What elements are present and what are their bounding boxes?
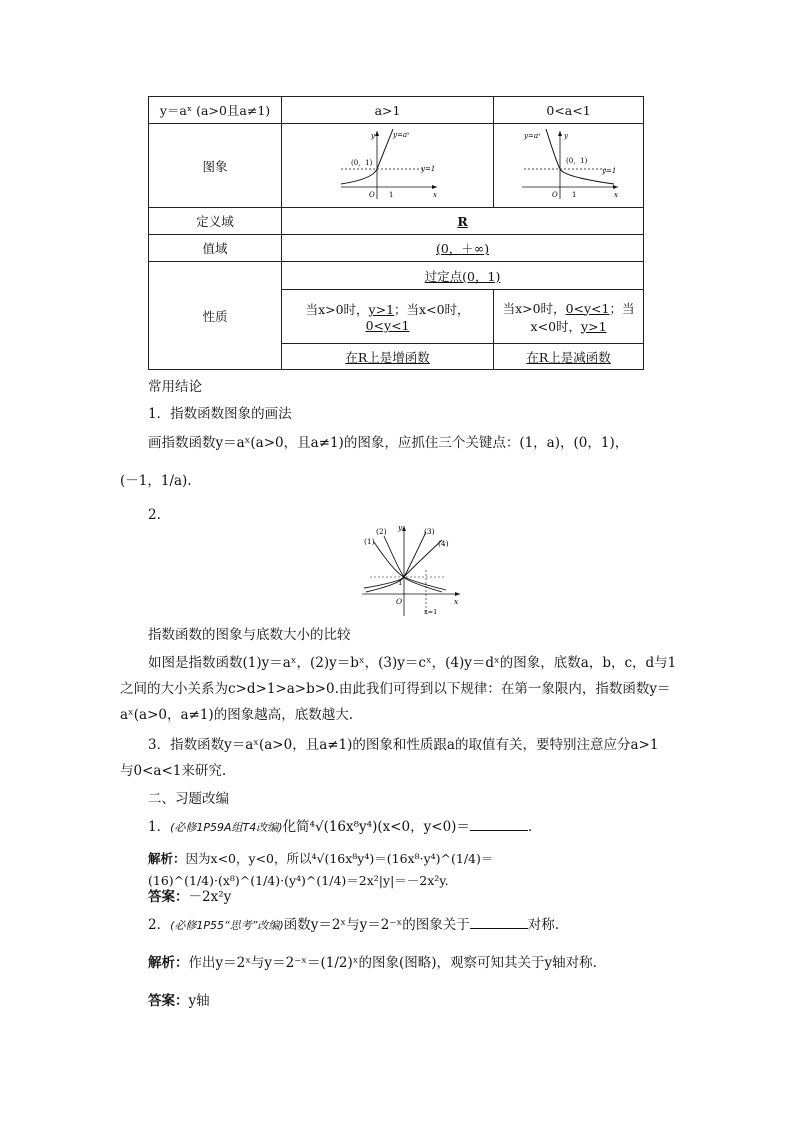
range-label: 值域 — [149, 235, 282, 262]
exercises-heading: 二、习题改编 — [148, 791, 229, 807]
property-label: 性质 — [149, 262, 282, 370]
question-1: 1．(必修1P59A组T4改编)化简⁴√(16x⁸y⁴)(x<0，y<0)＝ ． — [148, 816, 678, 839]
question-2-answer: 答案：y轴 — [148, 993, 210, 1009]
question-2-solution: 解析：作出y＝2ˣ与y＝2⁻ˣ＝(1/2)ˣ的图象(图略)，观察可知其关于y轴对称. — [148, 955, 597, 971]
answer-blank-1 — [470, 816, 528, 831]
domain-value: R — [282, 208, 644, 235]
point-label: (0，1) — [565, 157, 587, 165]
comparison-figure — [360, 522, 464, 618]
question-1-answer: 答案：－2x²y — [148, 889, 232, 905]
curve-label: y=aˣ — [523, 132, 541, 140]
monotonic-a-lt-1: 在R上是减函数 — [494, 344, 644, 370]
conclusion-1-text: 画指数函数y＝aˣ(a>0，且a≠1)的图象，应抓住三个关键点：(1，a)，(0，1)， — [148, 435, 629, 451]
fixed-point: 过定点(0，1) — [282, 262, 644, 290]
conclusion-3-para-2: 与0<a<1来研究. — [120, 763, 227, 779]
one-label: 1 — [388, 191, 394, 199]
point-label: (0，1) — [350, 159, 372, 167]
x-label: x — [432, 191, 437, 199]
one-label: 1 — [398, 579, 403, 587]
graph-cell-a-gt-1 — [282, 124, 494, 208]
curve-2 — [384, 536, 442, 592]
label-4: (4) — [438, 539, 449, 548]
increasing-curve — [341, 129, 393, 184]
graph-decreasing — [514, 125, 624, 203]
domain-label: 定义域 — [149, 208, 282, 235]
one-label: 1 — [571, 191, 576, 199]
header-a-lt-1: 0<a<1 — [494, 97, 644, 124]
monotonic-a-gt-1: 在R上是增函数 — [282, 344, 494, 370]
header-function: y＝aˣ (a>0且a≠1) — [149, 97, 282, 124]
x-label: x — [613, 191, 618, 199]
property-a-gt-1: 当x>0时，y>1；当x<0时，0<y<1 — [282, 290, 494, 344]
conclusion-1-title: 1．指数函数图象的画法 — [148, 406, 292, 422]
line-label: y=1 — [420, 165, 435, 173]
graph-cell-a-lt-1 — [494, 124, 644, 208]
conclusion-2-para-2: 之间的大小关系为c>d>1>a>b>0.由此我们可得到以下规律：在第一象限内，指数函数y＝ — [120, 681, 671, 697]
header-a-gt-1: a>1 — [282, 97, 494, 124]
range-value: (0，＋∞) — [282, 235, 644, 262]
origin-label: O — [396, 597, 403, 606]
property-a-lt-1: 当x>0时，0<y<1；当 x<0时，y>1 — [494, 290, 644, 344]
image-row-label: 图象 — [149, 124, 282, 208]
graph-increasing — [333, 125, 443, 203]
origin-label: O — [551, 191, 558, 199]
y-label: y — [563, 132, 568, 140]
conclusion-2-number: 2. — [148, 507, 161, 523]
origin-label: O — [368, 191, 375, 199]
question-2: 2．(必修1P55“思考”改编)函数y＝2ˣ与y＝2⁻ˣ的图象关于 对称. — [148, 914, 678, 937]
curve-4 — [364, 540, 442, 588]
label-2: (2) — [376, 527, 387, 536]
label-3: (3) — [424, 527, 435, 536]
conclusion-2-para-3: aˣ(a>0，a≠1)的图象越高，底数越大. — [120, 707, 353, 723]
conclusion-3-para-1: 3．指数函数y＝aˣ(a>0，且a≠1)的图象和性质跟a的取值有关，要特别注意应分a>1 — [148, 737, 659, 753]
curve-label: y=aˣ — [392, 131, 410, 139]
line-label: y=1 — [601, 167, 616, 175]
conclusion-2-caption: 指数函数的图象与底数大小的比较 — [148, 627, 351, 643]
label-1: (1) — [364, 537, 375, 546]
answer-blank-2 — [470, 914, 528, 929]
question-1-solution: 解析：因为x<0，y<0，所以⁴√(16x⁸y⁴)＝(16x⁸·y⁴)^(1/4)＝(16)^(1/4)·(x⁸)^(1/4)·(y⁴)^(1/4)＝2x²|y|＝－2x²y. — [148, 851, 494, 888]
conclusion-1-text-2: (－1，1/a). — [120, 473, 192, 489]
y-label: y — [398, 523, 403, 532]
y-label: y — [370, 132, 375, 140]
x-equals-1-label: x=1 — [424, 608, 438, 616]
exponential-properties-table — [148, 96, 644, 370]
conclusion-2-para-1: 如图是指数函数(1)y＝aˣ，(2)y＝bˣ，(3)y＝cˣ，(4)y＝dˣ的图象，底数a，b，c，d与1 — [148, 655, 677, 671]
conclusions-heading: 常用结论 — [148, 379, 202, 395]
x-label: x — [454, 597, 459, 606]
